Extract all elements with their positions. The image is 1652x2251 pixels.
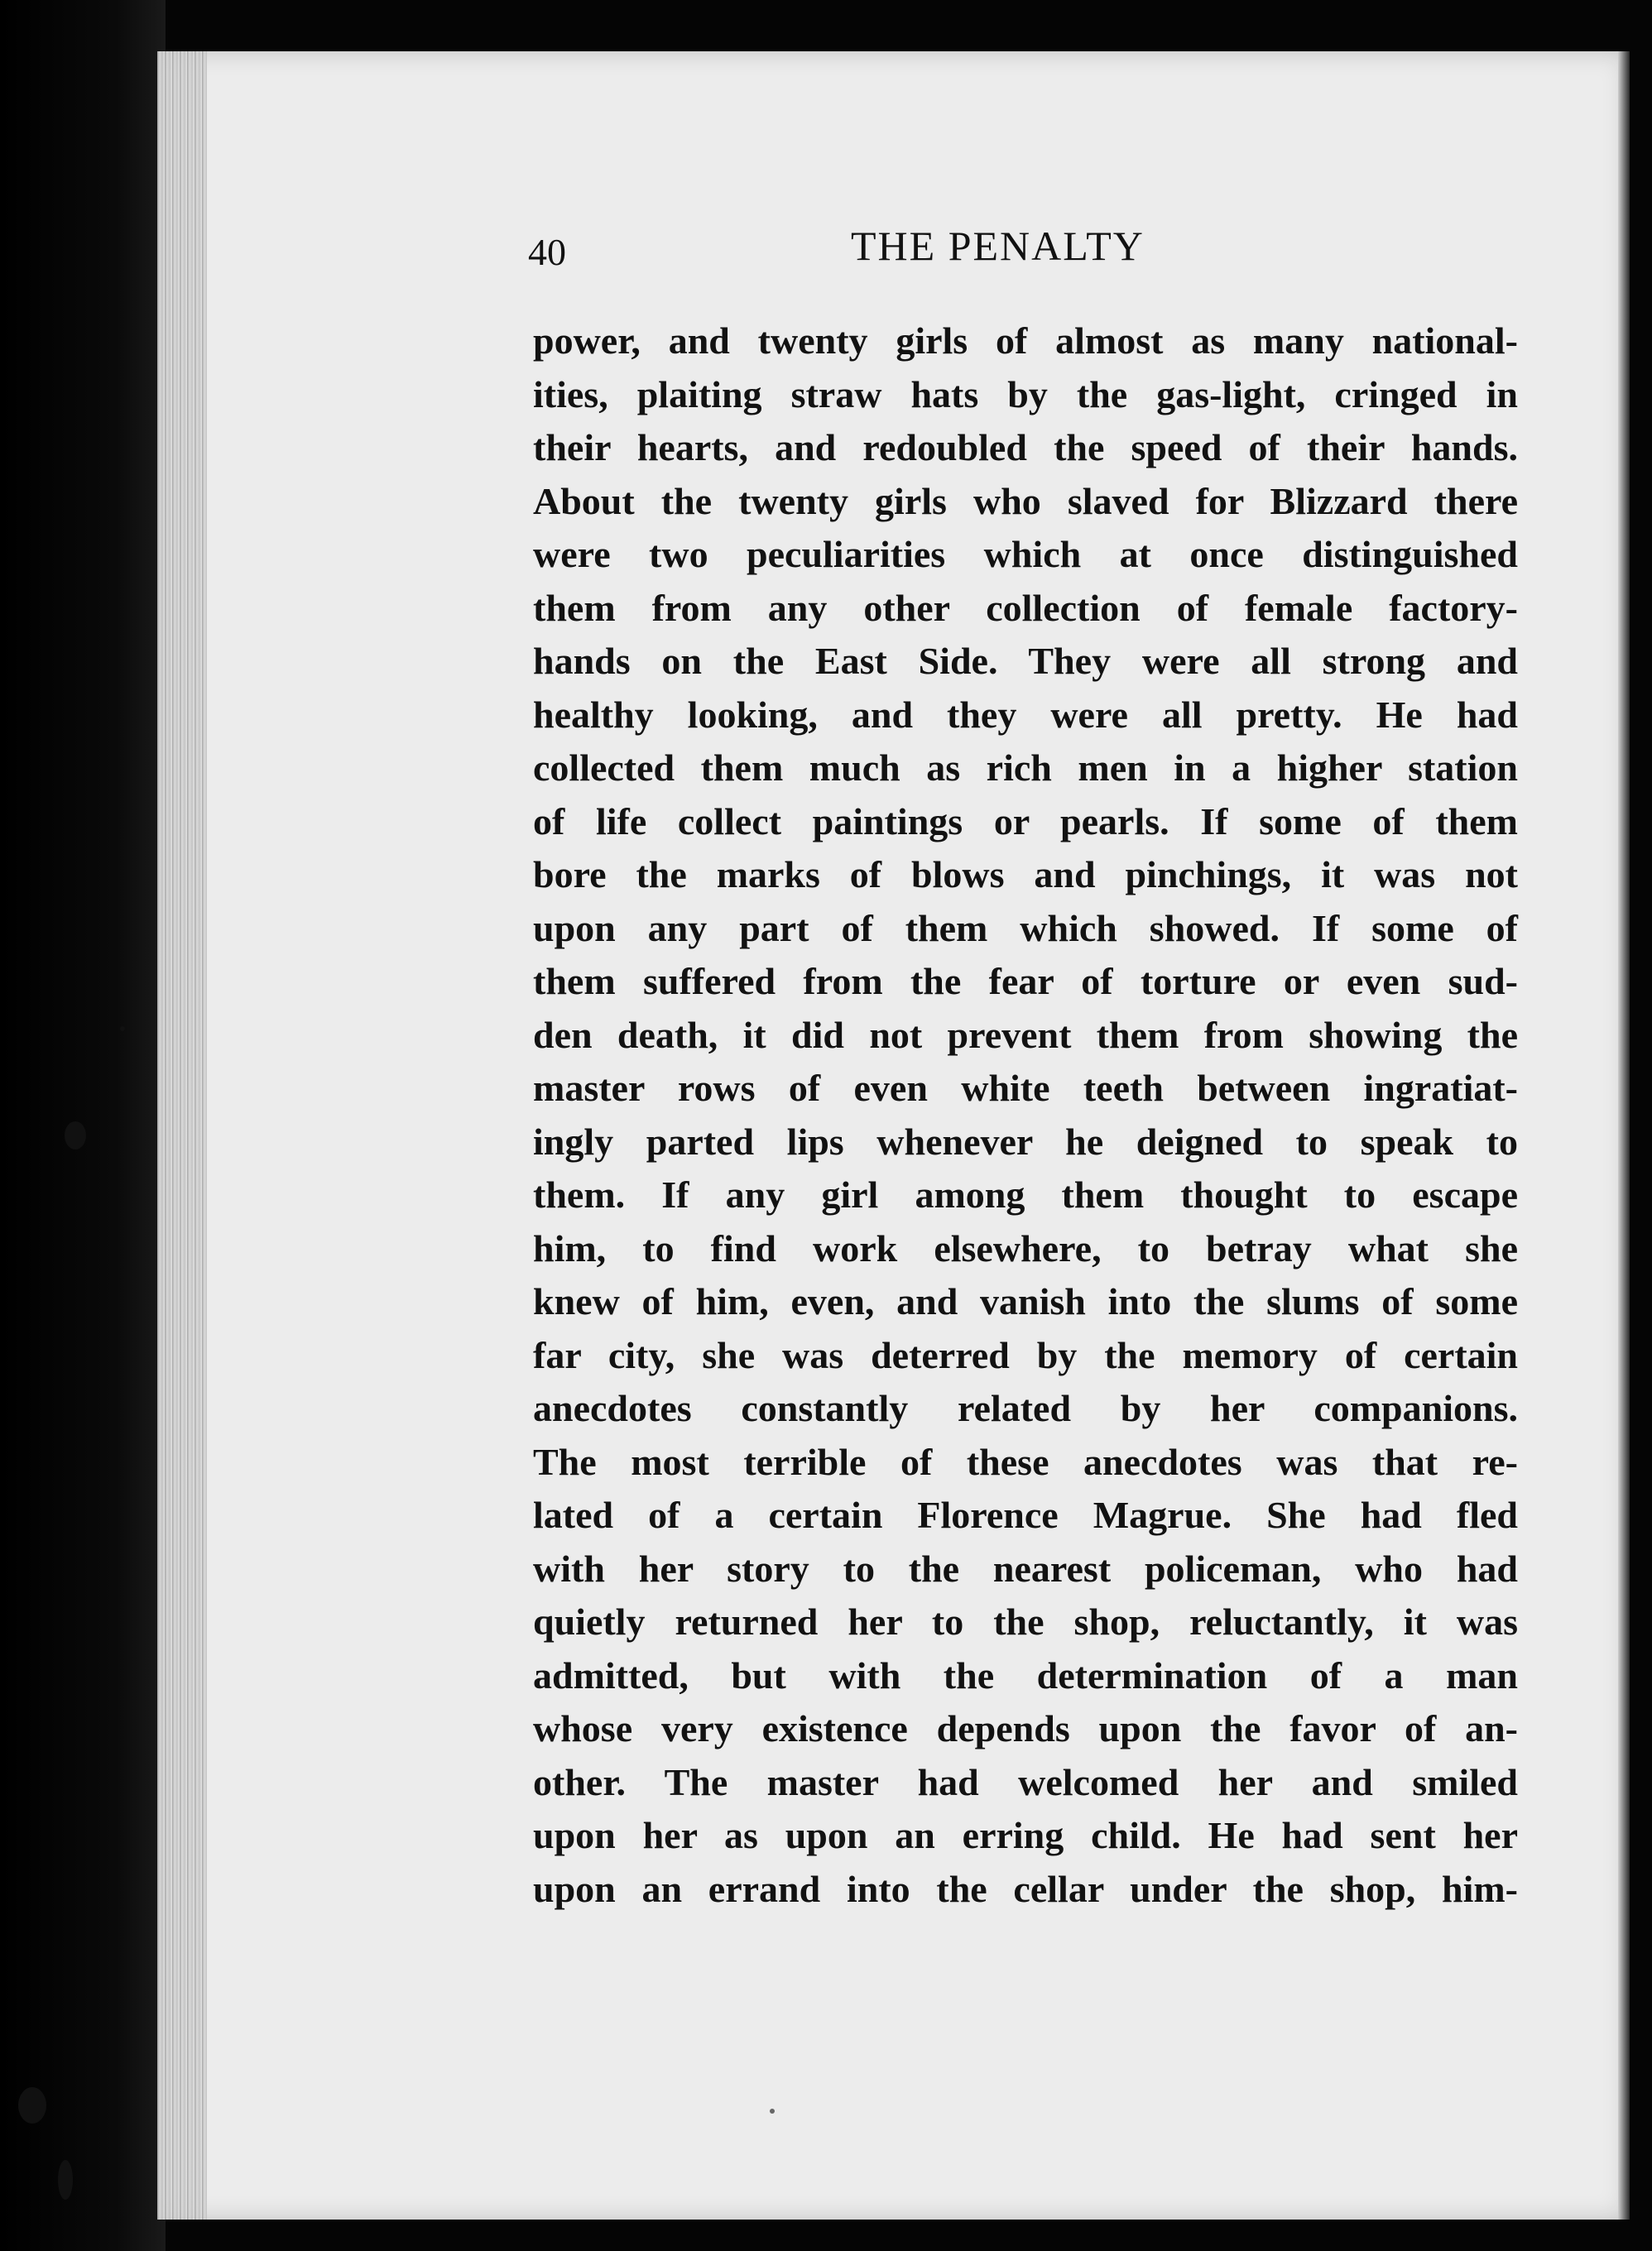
scan-speck [58,2160,73,2200]
scan-speck [18,2087,46,2124]
text-line: About the twenty girls who slaved for Blizzard there [533,479,1518,522]
text-line: whose very existence depends upon the favor of an- [533,1707,1518,1749]
text-line: quietly returned her to the shop, reluctantly, it was [533,1601,1518,1643]
page-number: 40 [528,231,566,273]
text-line: their hearts, and redoubled the speed of their hands. [533,426,1518,468]
text-line: ingly parted lips whenever he deigned to speak to [533,1120,1518,1163]
text-line: power, and twenty girls of almost as many national- [533,319,1518,362]
page-stack-edge [157,51,207,2220]
text-line: him, to find work elsewhere, to betray what she [533,1226,1518,1269]
text-line: bore the marks of blows and pinchings, it was not [533,853,1518,895]
scan-speck [120,1026,125,1031]
body-text [533,314,1518,1916]
text-line: other. The master had welcomed her and smiled [533,1760,1518,1803]
text-line: upon her as upon an erring child. He had sent her [533,1814,1518,1856]
text-line: ities, plaiting straw hats by the gas-light, cringed in [533,372,1518,415]
page-header [528,222,1207,280]
page-gutter-right [1618,51,1630,2220]
text-line: upon any part of them which showed. If some of [533,906,1518,949]
text-line: upon an errand into the cellar under the shop, him- [533,1867,1518,1910]
text-line: The most terrible of these anecdotes was that re- [533,1440,1518,1483]
scan-speck [65,1121,86,1149]
text-line: master rows of even white teeth between ingratiat- [533,1067,1518,1109]
text-line: anecdotes constantly related by her companions. [533,1387,1518,1429]
text-line: them. If any girl among them thought to escape [533,1173,1518,1216]
text-line: hands on the East Side. They were all strong and [533,640,1518,682]
text-line: them suffered from the fear of torture or even sud- [533,960,1518,1002]
text-line: knew of him, even, and vanish into the slums of some [533,1280,1518,1322]
text-line: collected them much as rich men in a higher station [533,746,1518,789]
text-line: with her story to the nearest policeman, who had [533,1547,1518,1590]
text-line: admitted, but with the determination of a man [533,1653,1518,1697]
text-line: far city, she was deterred by the memory of certain [533,1333,1518,1376]
text-line: den death, it did not prevent them from showing the [533,1013,1518,1056]
running-title: THE PENALTY [851,223,1145,269]
text-line: were two peculiarities which at once distinguished [533,533,1518,575]
scan-speck [770,2109,775,2114]
text-line: of life collect paintings or pearls. If some of them [533,799,1518,842]
text-line: healthy looking, and they were all pretty. He had [533,693,1518,736]
text-line: them from any other collection of female factory- [533,586,1518,629]
text-line: lated of a certain Florence Magrue. She had fled [533,1494,1518,1536]
